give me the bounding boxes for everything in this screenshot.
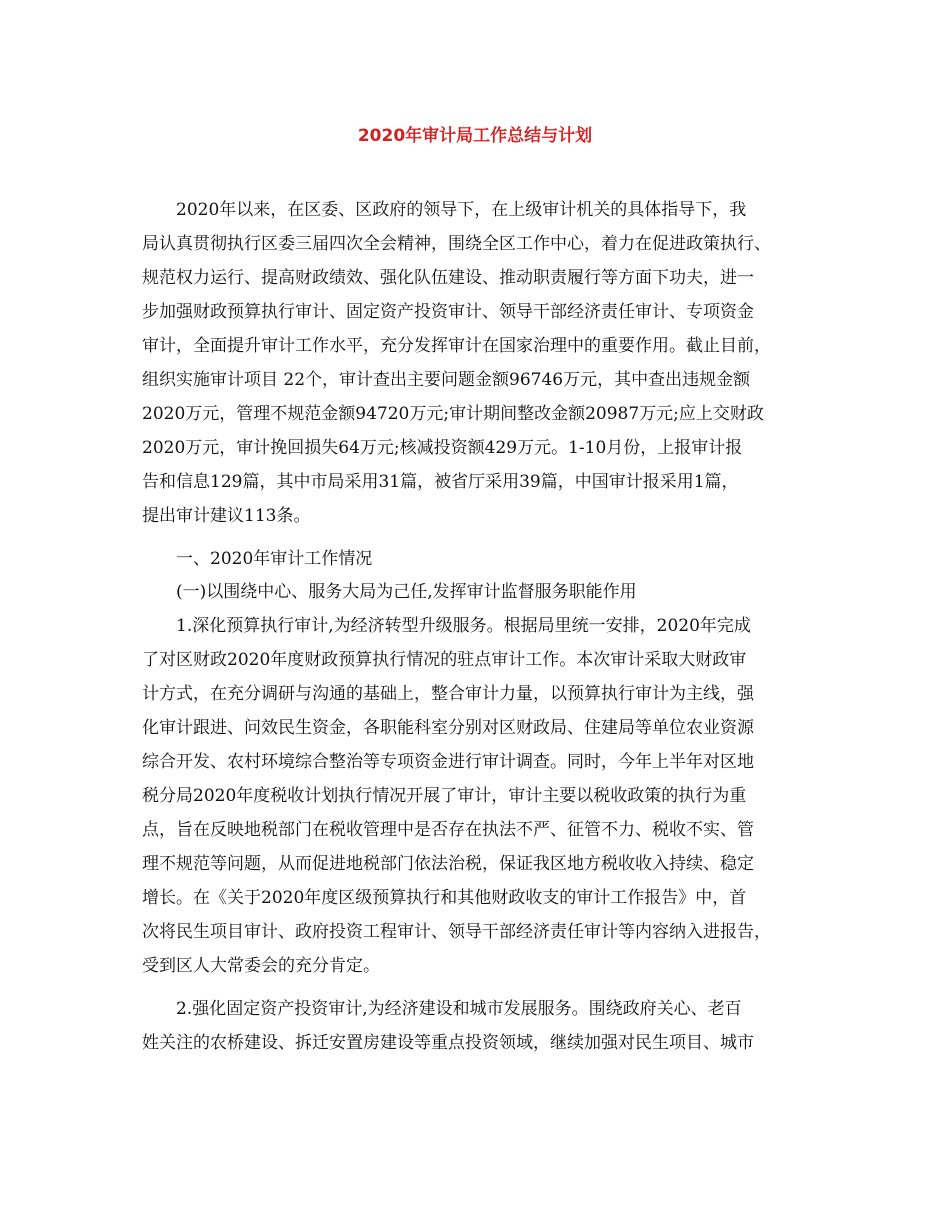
text-line: 2.强化固定资产投资审计,为经济建设和城市发展服务。围绕政府关心、老百 xyxy=(176,999,742,1019)
text-line: 税分局2020年度税收计划执行情况开展了审计，审计主要以税收政策的执行为重 xyxy=(142,786,747,806)
text-line: 点，旨在反映地税部门在税收管理中是否存在执法不严、征管不力、税收不实、管 xyxy=(142,820,754,840)
text-line: 局认真贯彻执行区委三届四次全会精神，围绕全区工作中心，着力在促进政策执行、 xyxy=(142,234,771,254)
text-line: 告和信息129篇，其中市局采用31篇，被省厅采用39篇，中国审计报采用1篇， xyxy=(142,472,739,492)
text-line: 2020万元，审计挽回损失64万元;核减投资额429万元。1-10月份，上报审计报 xyxy=(142,438,743,458)
text-line: 审计，全面提升审计工作水平，充分发挥审计在国家治理中的重要作用。截止目前， xyxy=(142,336,771,356)
text-line: 2020万元，管理不规范金额94720万元;审计期间整改金额20987万元;应上交财政 xyxy=(142,404,764,424)
text-line: 理不规范等问题，从而促进地税部门依法治税，保证我区地方税收收入持续、稳定 xyxy=(142,854,754,874)
subsection-heading: (一)以围绕中心、服务大局为己任,发挥审计监督服务职能作用 xyxy=(176,582,637,602)
text-line: 规范权力运行、提高财政绩效、强化队伍建设、推动职责履行等方面下功夫，进一 xyxy=(142,268,754,288)
text-line: 增长。在《关于2020年度区级预算执行和其他财政收支的审计工作报告》中，首 xyxy=(142,888,747,908)
section-heading: 一、2020年审计工作情况 xyxy=(176,549,373,569)
text-line: 姓关注的农桥建设、拆迁安置房建设等重点投资领域，继续加强对民生项目、城市 xyxy=(142,1033,754,1053)
text-line: 受到区人大常委会的充分肯定。 xyxy=(142,956,380,976)
text-line: 综合开发、农村环境综合整治等专项资金进行审计调查。同时，今年上半年对区地 xyxy=(142,752,754,772)
document-title: 2020年审计局工作总结与计划 xyxy=(357,126,593,146)
text-line: 1.深化预算执行审计,为经济转型升级服务。根据局里统一安排，2020年完成 xyxy=(176,616,751,636)
text-line: 了对区财政2020年度财政预算执行情况的驻点审计工作。本次审计采取大财政审 xyxy=(142,650,747,670)
text-line: 化审计跟进、问效民生资金，各职能科室分别对区财政局、住建局等单位农业资源 xyxy=(142,718,754,738)
text-line: 2020年以来，在区委、区政府的领导下，在上级审计机关的具体指导下，我 xyxy=(176,200,747,220)
text-line: 组织实施审计项目 22个，审计查出主要问题金额96746万元，其中查出违规金额 xyxy=(142,370,751,390)
text-line: 次将民生项目审计、政府投资工程审计、领导干部经济责任审计等内容纳入进报告， xyxy=(142,922,771,942)
text-line: 提出审计建议113条。 xyxy=(142,506,311,526)
text-line: 步加强财政预算执行审计、固定资产投资审计、领导干部经济责任审计、专项资金 xyxy=(142,302,754,322)
text-line: 计方式，在充分调研与沟通的基础上，整合审计力量，以预算执行审计为主线，强 xyxy=(142,684,754,704)
